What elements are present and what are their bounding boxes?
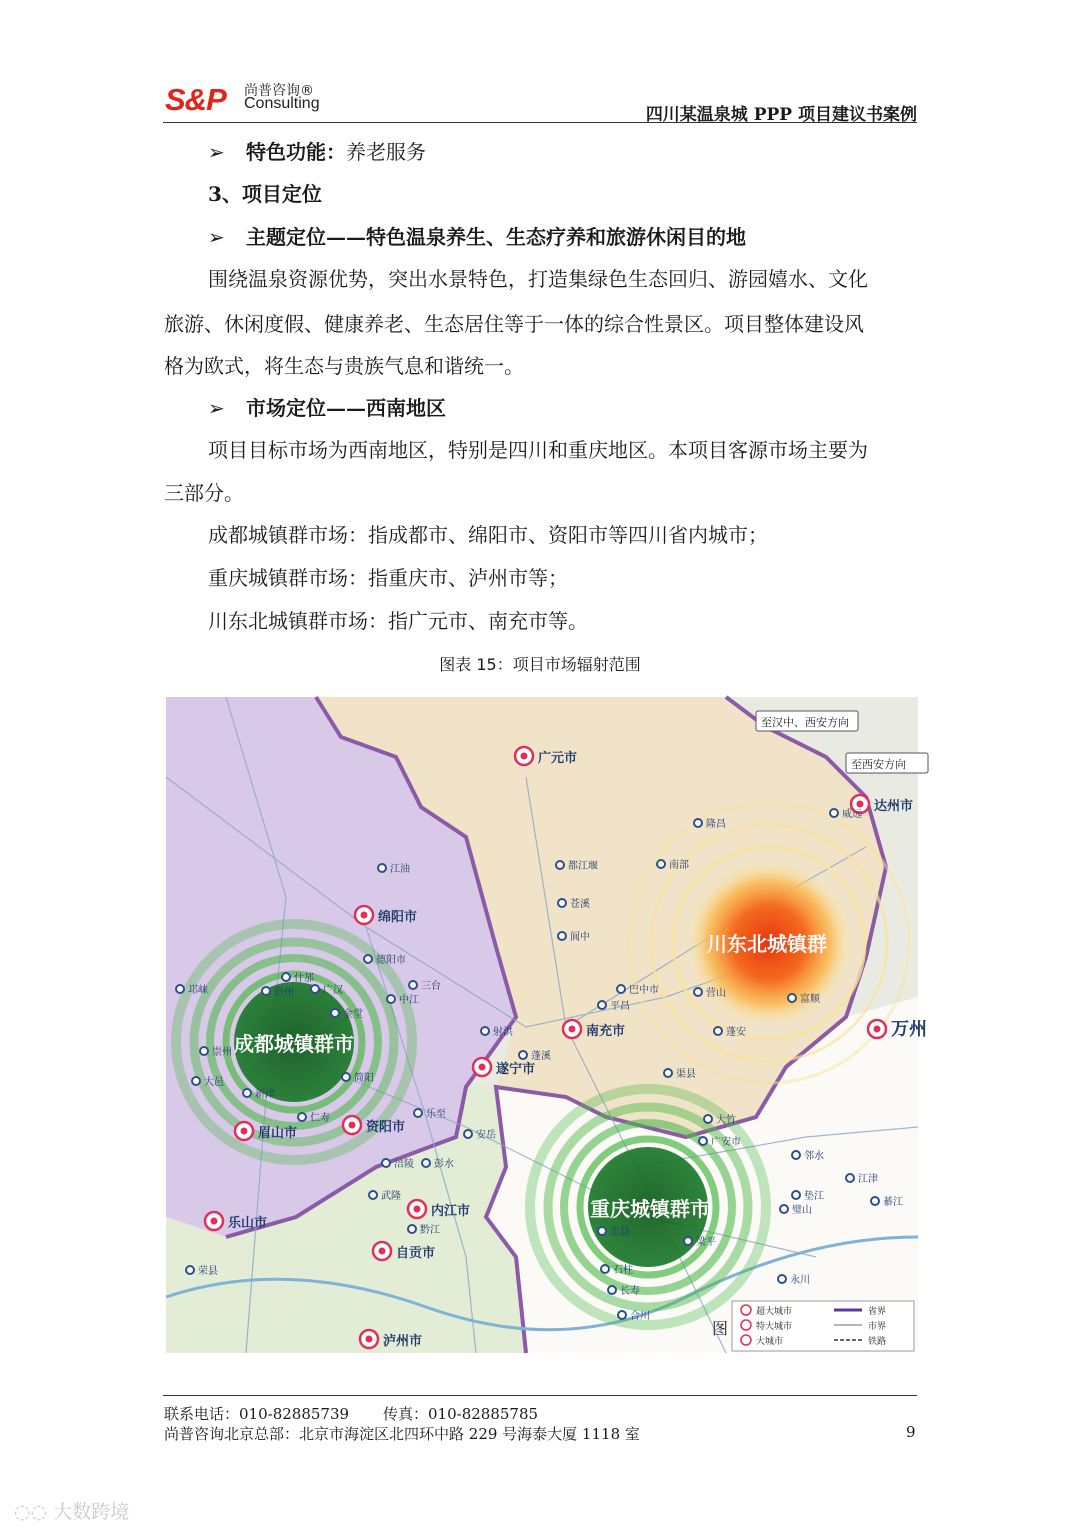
legend-label: 超大城市: [756, 1307, 793, 1317]
city-label: 蓬溪: [531, 1051, 551, 1062]
cluster-label: 重庆城镇群市: [590, 1197, 710, 1221]
arrow-bullet-icon: ➢: [208, 140, 225, 164]
small-city-marker: [846, 1174, 854, 1182]
small-city-marker: [598, 1227, 606, 1235]
city-label: 仁寿: [310, 1113, 330, 1124]
legend-label: 省界: [868, 1307, 887, 1317]
city-label: 大竹: [716, 1115, 736, 1126]
city-label: 金堂: [343, 1009, 363, 1020]
city-label: 营山: [706, 988, 726, 999]
arrow-bullet-icon: ➢: [208, 225, 225, 249]
city-label: 涪陵: [394, 1159, 414, 1170]
city-label: 邛崃: [188, 985, 208, 996]
legend-label: 特大城市: [756, 1322, 793, 1332]
document-title: 四川某温泉城 PPP 项目建议书案例: [645, 105, 917, 125]
major-city-marker: [349, 1122, 356, 1129]
city-label: 什邡: [294, 973, 314, 984]
city-label: 平昌: [610, 1001, 630, 1012]
direction-label: 至西安方向: [851, 758, 906, 771]
footer-address: 尚普咨询北京总部：北京市海淀区北四环中路 229 号海泰大厦 1118 室: [164, 1425, 640, 1443]
city-label: 蓬安: [726, 1027, 746, 1038]
city-label: 彭水: [434, 1159, 454, 1170]
city-label: 广汉: [323, 985, 343, 996]
small-city-marker: [378, 864, 386, 872]
small-city-marker: [558, 899, 566, 907]
major-city-marker: [379, 1248, 386, 1255]
city-label: 黔江: [420, 1225, 440, 1236]
city-label: 威远: [842, 809, 862, 820]
theme-paragraph-line: 旅游、休闲度假、健康养老、生态居住等于一体的综合性景区。项目整体建设风: [164, 312, 864, 336]
small-city-marker: [422, 1159, 430, 1167]
city-label: 崇州: [212, 1047, 232, 1058]
small-city-marker: [464, 1130, 472, 1138]
small-city-marker: [657, 860, 665, 868]
feature-label: 特色功能：: [246, 140, 346, 164]
small-city-marker: [243, 1089, 251, 1097]
legend-label: 铁路: [868, 1337, 887, 1347]
small-city-marker: [282, 973, 290, 981]
small-city-marker: [262, 987, 270, 995]
cluster-label: 成都城镇群市: [234, 1032, 354, 1056]
small-city-marker: [788, 994, 796, 1002]
major-city-marker: [361, 912, 368, 919]
small-city-marker: [519, 1051, 527, 1059]
small-city-marker: [714, 1027, 722, 1035]
city-label: 武隆: [381, 1191, 401, 1202]
small-city-marker: [601, 1265, 609, 1273]
market-heading: 市场定位——西南地区: [246, 396, 446, 420]
feature-value: 养老服务: [346, 140, 426, 164]
theme-paragraph-line: 围绕温泉资源优势，突出水景特色，打造集绿色生态回归、游园嬉水、文化: [208, 267, 868, 291]
city-label: 苍溪: [570, 899, 590, 910]
theme-heading: 主题定位——特色温泉养生、生态疗养和旅游休闲目的地: [246, 225, 746, 249]
direction-label: 至汉中、西安方向: [761, 716, 849, 729]
city-label: 广安市: [711, 1137, 741, 1148]
company-logo: [165, 78, 345, 118]
city-label: 乐至: [426, 1109, 446, 1120]
city-label: 富顺: [800, 994, 820, 1005]
major-city-marker: [857, 801, 864, 808]
city-label: 广元市: [538, 751, 578, 766]
logo-english-name: Consulting: [244, 95, 320, 112]
city-label: 资阳市: [366, 1120, 406, 1135]
city-label: 自贡市: [396, 1246, 436, 1261]
city-label: 渠县: [676, 1069, 696, 1080]
small-city-marker: [598, 1001, 606, 1009]
city-label: 中江: [399, 995, 419, 1006]
city-label: 内江市: [431, 1204, 471, 1219]
major-city-marker: [479, 1064, 486, 1071]
city-label: 梁平: [696, 1237, 716, 1248]
small-city-marker: [699, 1137, 707, 1145]
small-city-marker: [704, 1115, 712, 1123]
small-city-marker: [186, 1266, 194, 1274]
city-label: 邻水: [804, 1151, 824, 1162]
market-item: 川东北城镇群市场：指广元市、南充市等。: [208, 609, 588, 633]
market-radiation-map: [166, 697, 927, 1353]
market-item: 成都城镇群市场：指成都市、绵阳市、资阳市等四川省内城市；: [208, 523, 768, 547]
small-city-marker: [778, 1275, 786, 1283]
small-city-marker: [558, 932, 566, 940]
small-city-marker: [298, 1113, 306, 1121]
city-label: 隆昌: [706, 819, 726, 830]
header-divider: [163, 122, 917, 123]
small-city-marker: [792, 1191, 800, 1199]
city-label: 安岳: [476, 1130, 496, 1141]
small-city-marker: [342, 1073, 350, 1081]
small-city-marker: [694, 988, 702, 996]
city-label: 三台: [421, 981, 441, 992]
small-city-marker: [414, 1109, 422, 1117]
city-label: 荣县: [198, 1266, 218, 1277]
city-label: 璧山: [792, 1205, 812, 1216]
small-city-marker: [200, 1047, 208, 1055]
section-heading: 3、项目定位: [208, 182, 322, 206]
watermark-text: 大数跨境: [53, 1501, 130, 1523]
city-label: 垫江: [804, 1191, 824, 1202]
major-city-marker: [414, 1206, 421, 1213]
feature-line: [208, 141, 426, 163]
small-city-marker: [617, 985, 625, 993]
city-label: 彭州: [274, 987, 294, 998]
city-label: 万州: [891, 1019, 927, 1040]
legend-symbol: [741, 1305, 751, 1315]
city-label: 石柱: [613, 1265, 633, 1276]
logo-mark: S&P: [165, 82, 226, 117]
city-label: 忠县: [610, 1227, 630, 1238]
city-label: 长寿: [620, 1286, 640, 1297]
major-city-marker: [211, 1218, 218, 1225]
city-label: 大邑: [204, 1077, 224, 1088]
city-label: 达州市: [874, 799, 914, 814]
arrow-bullet-icon: ➢: [208, 396, 225, 420]
small-city-marker: [369, 1191, 377, 1199]
figure-caption: 图表 15：项目市场辐射范围: [439, 655, 641, 674]
small-city-marker: [792, 1151, 800, 1159]
small-city-marker: [176, 985, 184, 993]
legend-title: 图: [712, 1319, 729, 1338]
city-label: 江津: [858, 1174, 878, 1185]
city-label: 遂宁市: [496, 1062, 536, 1077]
small-city-marker: [408, 1225, 416, 1233]
major-city-marker: [569, 1026, 576, 1033]
small-city-marker: [387, 995, 395, 1003]
legend-symbol: [741, 1335, 751, 1345]
theme-paragraph-line: 格为欧式，将生态与贵族气息和谐统一。: [164, 354, 524, 378]
small-city-marker: [556, 861, 564, 869]
footer-divider: [163, 1395, 917, 1396]
city-label: 江油: [390, 864, 410, 875]
market-paragraph-line: 三部分。: [164, 481, 244, 505]
city-label: 南充市: [586, 1024, 626, 1039]
small-city-marker: [192, 1077, 200, 1085]
market-item: 重庆城镇群市场：指重庆市、泸州市等；: [208, 566, 568, 590]
city-label: 都江堰: [568, 861, 598, 872]
city-label: 德阳市: [376, 955, 406, 966]
small-city-marker: [364, 955, 372, 963]
small-city-marker: [331, 1009, 339, 1017]
city-label: 绵阳市: [378, 910, 418, 925]
watermark: [14, 1497, 129, 1524]
city-label: 新津: [255, 1089, 275, 1100]
small-city-marker: [618, 1311, 626, 1319]
major-city-marker: [874, 1026, 881, 1033]
small-city-marker: [382, 1159, 390, 1167]
city-label: 射洪: [493, 1027, 513, 1038]
theme-heading-line: [208, 226, 746, 248]
small-city-marker: [830, 809, 838, 817]
small-city-marker: [608, 1286, 616, 1294]
city-label: 简阳: [354, 1073, 374, 1084]
small-city-marker: [684, 1237, 692, 1245]
city-label: 眉山市: [258, 1126, 298, 1141]
major-city-marker: [366, 1336, 373, 1343]
city-label: 巴中市: [629, 985, 659, 996]
city-label: 綦江: [883, 1197, 903, 1208]
logo-chinese-name: 尚普咨询®: [244, 83, 314, 99]
market-heading-line: [208, 397, 446, 419]
city-label: 合川: [630, 1311, 650, 1322]
footer-fax: 传真：010-82885785: [383, 1405, 539, 1423]
footer-phone: 联系电话：010-82885739: [164, 1405, 350, 1423]
small-city-marker: [311, 985, 319, 993]
small-city-marker: [664, 1069, 672, 1077]
small-city-marker: [481, 1027, 489, 1035]
small-city-marker: [780, 1205, 788, 1213]
page-number: 9: [906, 1423, 916, 1441]
city-label: 南部: [669, 860, 689, 871]
city-label: 阆中: [570, 932, 590, 943]
legend-label: 市界: [868, 1322, 887, 1332]
market-paragraph-line: 项目目标市场为西南地区，特别是四川和重庆地区。本项目客源市场主要为: [208, 438, 868, 462]
major-city-marker: [241, 1128, 248, 1135]
legend-label: 大城市: [756, 1337, 784, 1347]
major-city-marker: [521, 753, 528, 760]
small-city-marker: [694, 819, 702, 827]
watermark-logo-icon: ◌◌: [14, 1501, 48, 1523]
cluster-label: 川东北城镇群: [707, 932, 827, 956]
city-label: 泸州市: [383, 1334, 423, 1349]
small-city-marker: [871, 1197, 879, 1205]
legend-symbol: [741, 1320, 751, 1330]
city-label: 永川: [790, 1275, 810, 1286]
city-label: 乐山市: [228, 1216, 268, 1231]
small-city-marker: [409, 981, 417, 989]
